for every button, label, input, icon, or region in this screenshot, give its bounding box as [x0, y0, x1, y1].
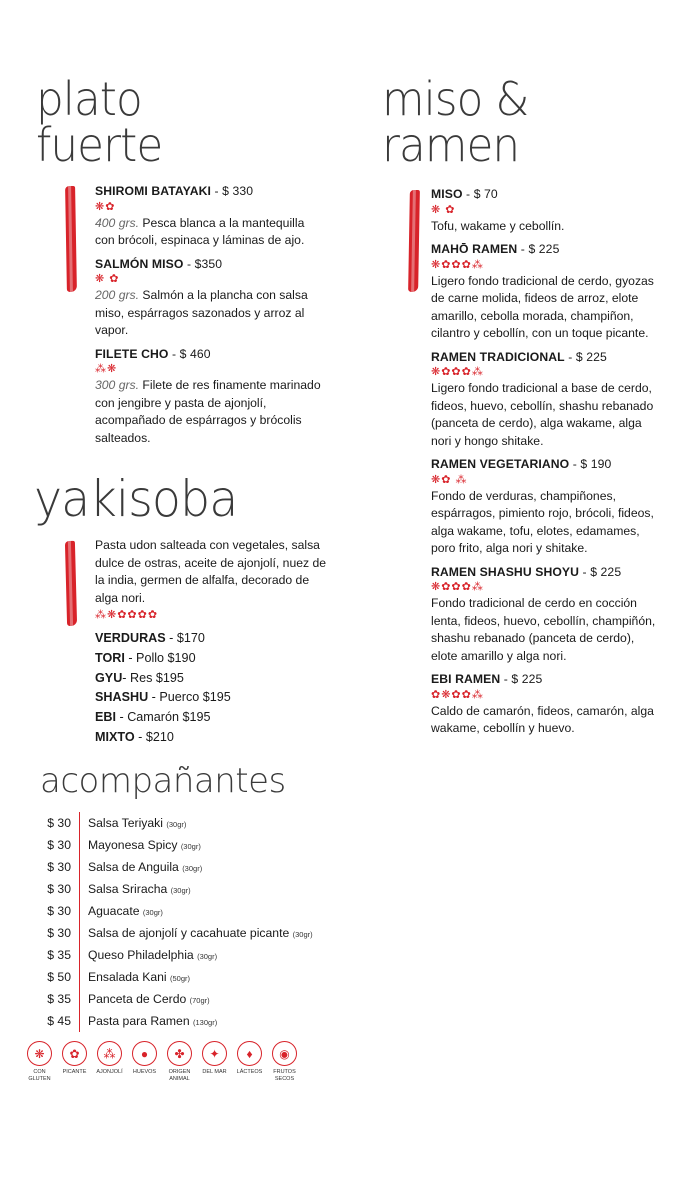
legend-huevos: ● HUEVOS: [127, 1041, 162, 1082]
item-description: Fondo tradicional de cerdo en cocción lenta, fideos, huevo, cebollín, champiñón, shashu rebanado (panceta de cerdo), elote amarillo y alga nori.: [431, 596, 656, 663]
wheat-icon: ❋: [27, 1041, 52, 1066]
side-price: $ 35: [40, 988, 80, 1010]
side-price: $ 45: [40, 1010, 80, 1032]
allergen-legend: [22, 1041, 302, 1082]
allergen-icons: ⁂❋✿✿✿✿: [95, 609, 159, 621]
side-name: Pasta para Ramen (130gr): [88, 1014, 218, 1028]
menu-item: [431, 564, 656, 666]
side-name: Aguacate (30gr): [88, 904, 163, 918]
item-title: RAMEN TRADICIONAL - $ 225: [431, 349, 607, 364]
item-description: 200 grs. Salmón a la plancha con salsa miso, espárragos sazonados y arroz al vapor.: [95, 288, 308, 337]
list-item: [40, 922, 340, 944]
menu-item: [431, 671, 656, 738]
item-title: RAMEN VEGETARIANO - $ 190: [431, 457, 612, 471]
side-price: $ 30: [40, 922, 80, 944]
brush-stroke-miso: [408, 190, 420, 292]
allergen-icons: ❋ ✿: [95, 273, 120, 285]
side-price: $ 30: [40, 878, 80, 900]
menu-item: [431, 186, 656, 235]
list-item: [40, 878, 340, 900]
side-price: $ 30: [40, 900, 80, 922]
list-item: [40, 966, 340, 988]
brush-stroke-plato: [65, 186, 77, 292]
menu-item: [95, 346, 327, 448]
list-item: [40, 900, 340, 922]
yakisoba-option: TORI - Pollo $190: [95, 650, 196, 665]
side-price: $ 30: [40, 812, 80, 834]
list-item: [40, 856, 340, 878]
legend-del-mar: ✦ DEL MAR: [197, 1041, 232, 1082]
yakisoba-heading: yakisoba: [34, 470, 238, 528]
item-description: Ligero fondo tradicional de cerdo, gyozas de carne molida, fideos de arroz, elote amarillo, cebolla morada, champiñon, cilantro y cebollín, con un toque picante.: [431, 273, 654, 340]
item-description: 300 grs. Filete de res finamente marinado con jengibre y pasta de ajonjolí, acompañado de espárragos y brócolis salteados.: [95, 378, 321, 445]
legend-picante: ✿ PICANTE: [57, 1041, 92, 1082]
side-name: Salsa Teriyaki (30gr): [88, 816, 187, 830]
list-item: [40, 1010, 340, 1032]
item-description: Tofu, wakame y cebollín.: [431, 218, 565, 233]
legend-lacteos: ♦ LÁCTEOS: [232, 1041, 267, 1082]
item-title: FILETE CHO - $ 460: [95, 346, 211, 361]
acompanantes-list: [40, 812, 340, 1032]
milk-icon: ♦: [237, 1041, 262, 1066]
legend-frutos-secos: ◉ FRUTOS SECOS: [267, 1041, 302, 1082]
sesame-icon: ⁂: [97, 1041, 122, 1066]
side-name: Panceta de Cerdo (70gr): [88, 992, 210, 1006]
menu-item: [431, 241, 656, 343]
list-item: [40, 944, 340, 966]
side-price: $ 50: [40, 966, 80, 988]
miso-ramen-list: [431, 186, 656, 744]
side-price: $ 30: [40, 834, 80, 856]
item-description: 400 grs. Pesca blanca a la mantequilla con brócoli, espinaca y láminas de ajo.: [95, 215, 305, 247]
item-title: SHIROMI BATAYAKI - $ 330: [95, 184, 254, 198]
yakisoba-option: VERDURAS - $170: [95, 631, 205, 645]
seafood-icon: ✦: [202, 1041, 227, 1066]
yakisoba-description: Pasta udon salteada con vegetales, salsa dulce de ostras, aceite de ajonjolí, nuez de la india, germen de alfalfa, decorado de alga nori.: [95, 538, 327, 605]
allergen-icons: ❋✿: [95, 200, 116, 213]
miso-ramen-heading: miso & ramen: [382, 72, 529, 172]
egg-icon: ●: [132, 1041, 157, 1066]
brush-stroke-yakisoba: [65, 541, 77, 626]
item-description: Fondo de verduras, champiñones, espárragos, pimiento rojo, brócoli, fideos, alga wakame, tofu, elotes, edamames, poro frito, alga nori y shitake.: [431, 488, 654, 555]
item-title: MISO - $ 70: [431, 187, 498, 201]
side-price: $ 35: [40, 944, 80, 966]
item-description: Ligero fondo tradicional a base de cerdo, fideos, huevo, cebollín, shashu rebanado (panceta de cerdo), alga wakame, alga nori y hongo shitake.: [431, 381, 654, 448]
side-name: Salsa Sriracha (30gr): [88, 882, 191, 896]
side-name: Mayonesa Spicy (30gr): [88, 838, 201, 852]
nut-icon: ◉: [272, 1041, 297, 1066]
acompanantes-heading: acompañantes: [40, 761, 286, 801]
allergen-icons: ❋✿✿✿⁂: [431, 581, 484, 593]
chili-icon: ✿: [62, 1041, 87, 1066]
allergen-icons: ⁂❋: [95, 363, 118, 375]
side-name: Salsa de ajonjolí y cacahuate picante (30gr): [88, 926, 313, 940]
menu-item: [95, 256, 327, 340]
side-name: Queso Philadelphia (30gr): [88, 948, 218, 962]
item-description: Caldo de camarón, fideos, camarón, alga wakame, cebollín y huevo.: [431, 703, 654, 735]
allergen-icons: ✿❋✿✿⁂: [431, 688, 484, 701]
item-title: SALMÓN MISO - $350: [95, 256, 223, 271]
yakisoba-list: [95, 537, 327, 748]
allergen-icons: ❋✿✿✿⁂: [431, 258, 484, 271]
side-name: Salsa de Anguila (30gr): [88, 860, 203, 874]
side-name: Ensalada Kani (50gr): [88, 970, 191, 984]
item-title: RAMEN SHASHU SHOYU - $ 225: [431, 564, 622, 579]
plato-fuerte-heading: plato fuerte: [36, 72, 163, 172]
allergen-icons: ❋ ✿: [431, 203, 456, 216]
list-item: [40, 812, 340, 834]
allergen-icons: ❋✿✿✿⁂: [431, 366, 484, 378]
yakisoba-option: SHASHU - Puerco $195: [95, 690, 231, 705]
yakisoba-option: EBI - Camarón $195: [95, 710, 211, 725]
yakisoba-option: MIXTO - $210: [95, 729, 174, 744]
legend-origen-animal: ✤ ORIGEN ANIMAL: [162, 1041, 197, 1082]
yakisoba-option: GYU- Res $195: [95, 670, 184, 685]
legend-ajonjoli: ⁂ AJONJOLÍ: [92, 1041, 127, 1082]
legend-gluten: ❋ CON GLUTEN: [22, 1041, 57, 1082]
item-title: EBI RAMEN - $ 225: [431, 672, 543, 686]
plato-fuerte-list: [95, 183, 327, 453]
menu-item: [431, 349, 656, 451]
menu-item: [431, 456, 656, 558]
list-item: [40, 834, 340, 856]
animal-icon: ✤: [167, 1041, 192, 1066]
side-price: $ 30: [40, 856, 80, 878]
list-item: [40, 988, 340, 1010]
allergen-icons: ❋✿ ⁂: [431, 473, 468, 486]
item-title: MAHŌ RAMEN - $ 225: [431, 242, 560, 256]
menu-item: [95, 183, 327, 250]
